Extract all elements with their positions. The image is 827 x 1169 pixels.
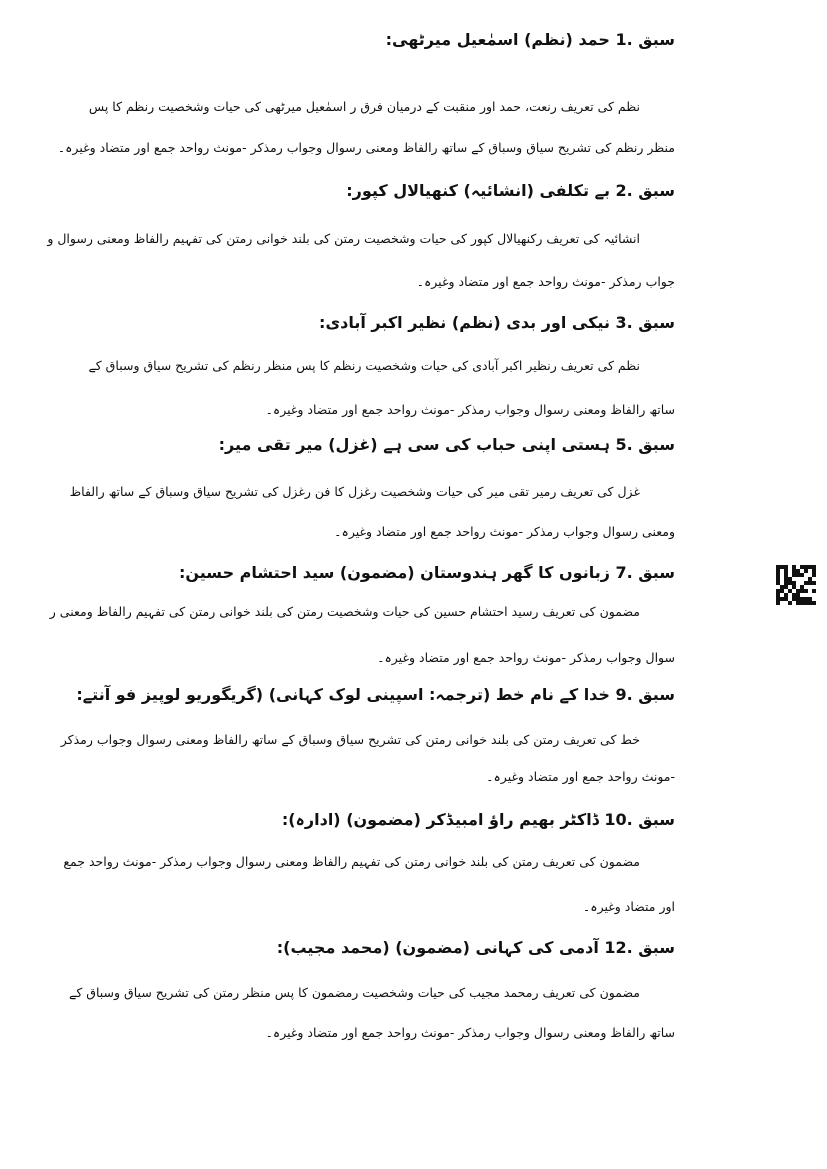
lesson-heading: سبق .2 بے تکلفی (انشائیہ) کنھیالال کپور: [346,181,675,200]
lesson-heading: سبق .7 زبانوں کا گھر ہندوستان (مضمون) سید احتشام حسین: [178,563,675,582]
lesson-text-line: مضمون کی تعریف رسید احتشام حسین کی حیات وشخصیت رمتن کی بلند خوانی رمتن کی تفہیم رالفاظ ومعنی ر [49,604,640,619]
lesson-text-line: جواب رمذکر -مونث رواحد جمع اور متضاد وغیرہ۔ [416,274,675,289]
lesson-heading: سبق .10 ڈاکٹر بھیم راؤ امبیڈکر (مضمون) (ادارہ): [281,810,675,829]
lesson-text-line: مضمون کی تعریف رمتن کی بلند خوانی رمتن کی تفہیم رالفاظ ومعنی رسوال وجواب رمذکر -مونث رواحد جمع [63,854,640,869]
lesson-text-line: غزل کی تعریف رمیر تقی میر کی حیات وشخصیت رغزل کا فن رغزل کی تشریح سیاق وسباق کے ساتھ رالفاظ [69,484,640,499]
lesson-heading: سبق .9 خدا کے نام خط (ترجمہ: اسپینی لوک کہانی) (گریگوریو لوپیز فو آنتے: [76,685,675,704]
lesson-text-line: انشائیہ کی تعریف رکنھیالال کپور کی حیات وشخصیت رمتن کی بلند خوانی رمتن کی تفہیم رالفاظ ومعنی رسوال و [47,231,640,246]
lesson-text-line: اور متضاد وغیرہ۔ [582,899,675,914]
lesson-text-line: ساتھ رالفاظ ومعنی رسوال وجواب رمذکر -مونث رواحد جمع اور متضاد وغیرہ۔ [265,402,675,417]
lesson-heading: سبق .5 ہستی اپنی حباب کی سی ہے (غزل) میر تقی میر: [218,435,675,454]
lesson-heading: سبق .12 آدمی کی کہانی (مضمون) (محمد مجیب): [276,938,675,957]
lesson-text-line: نظم کی تعریف رنظیر اکبر آبادی کی حیات وشخصیت رنظم کا پس منظر رنظم کی تشریح سیاق وسباق کے [88,358,640,373]
lesson-text-line: سوال وجواب رمذکر -مونث رواحد جمع اور متضاد وغیرہ۔ [377,650,675,665]
lesson-text-line: نظم کی تعریف رنعت، حمد اور منقبت کے درمیان فرق ر اسمٰعیل میرٹھی کی حیات وشخصیت رنظم کا پس [88,99,640,114]
lesson-text-line: ساتھ رالفاظ ومعنی رسوال وجواب رمذکر -مونث رواحد جمع اور متضاد وغیرہ۔ [265,1025,675,1040]
lesson-text-line: مضمون کی تعریف رمحمد مجیب کی حیات وشخصیت رمضمون کا پس منظر رمتن کی تشریح سیاق وسباق کے [69,985,640,1000]
lesson-text-line: خط کی تعریف رمتن کی بلند خوانی رمتن کی تشریح سیاق وسباق کے ساتھ رالفاظ ومعنی رسوال وجواب رمذکر [60,732,640,747]
lesson-heading: سبق .1 حمد (نظم) اسمٰعیل میرٹھی: [385,30,675,49]
qr-code-icon [776,565,816,605]
lesson-heading: سبق .3 نیکی اور بدی (نظم) نظیر اکبر آبادی: [319,313,675,332]
lesson-text-line: ومعنی رسوال وجواب رمذکر -مونث رواحد جمع اور متضاد وغیرہ۔ [334,524,675,539]
lesson-text-line: -مونث رواحد جمع اور متضاد وغیرہ۔ [486,769,675,784]
lesson-text-line: منظر رنظم کی تشریح سیاق وسباق کے ساتھ رالفاظ ومعنی رسوال وجواب رمذکر -مونث رواحد جمع اور متضاد وغیرہ۔ [57,140,675,155]
